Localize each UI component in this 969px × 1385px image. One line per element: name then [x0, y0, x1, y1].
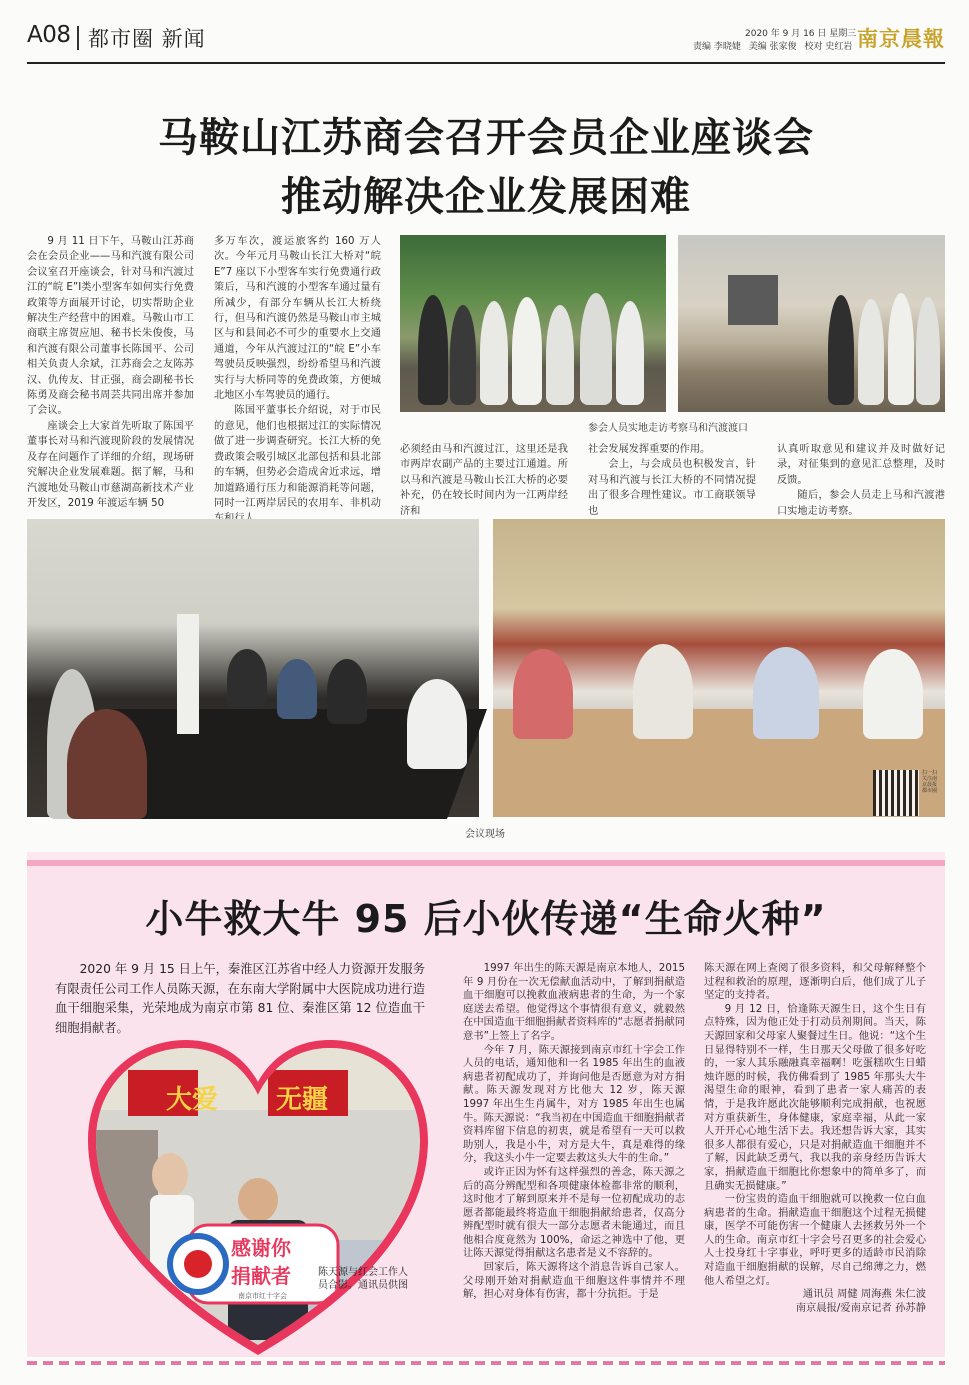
header-rule — [27, 62, 945, 64]
article1-column-1: 9 月 11 日下午，马鞍山江苏商会在会员企业——马和汽渡有限公司会议室召开座谈会，针对马和汽渡过江的“皖 E”Ⅰ类小型客车如何实行免费政策等方面展开讨论，切实帮助企业解决生产经营中的困难。马鞍山市工商联主席贺应旭、秘书长朱俊俊，马和汽渡有限公司董事长陈国平、公司相关负责人余斌，江苏商会之友陈苏汉、仇传友、甘正强，商会副秘书长陈勇及商会秘书周芸共同出席并参加了会议。 座谈会上大家首先听取了陈国平董事长对马和汽渡现阶段的发展情况及存在问题作了详细的介绍，现场研究解决企业发展难题。据了解，马和汽渡地处马鞍山市慈湖高新技术产业开发区，2019 年渡运车辆 50 — [27, 236, 194, 509]
page-number: A08 — [27, 22, 71, 48]
qr-code[interactable] — [873, 770, 919, 816]
article1-column-5: 认真听取意见和建议并及时做好记录，对征集到的意见汇总整理，及时反馈。 随后，参会人员走上马和汽渡港口实地走访考察。 — [777, 444, 945, 517]
banner-left-text: 大爱 — [166, 1085, 219, 1115]
ferry-visit-photo-2 — [678, 235, 945, 412]
proofreader-credit: 校对 史红岩 — [804, 42, 853, 52]
article1-column-2: 多万车次，渡运旅客约 160 万人次。今年元月马鞍山长江大桥对“皖 E”7 座以下小型客车实行免费通行政策后，马和汽渡的小型客车通过量有所减少，有部分车辆从长江大桥绕行，但马和汽渡仍然是马鞍山市主城区与和县间必不可少的重要水上交通通道，今年从汽渡过江的“皖 E”小车驾驶员反映强烈，纷纷希望马和汽渡实行与大桥同等的免费政策，方便城北地区小车驾驶员的通行。 陈国平董事长介绍说，对于市民的意见，他们也根据过江的实际情况做了进一步调查研究。长江大桥的免费政策会吸引城区北部包括和县北部的车辆，但势必会造成舍近求远，增加道路通行压力和能源消耗等问题，同时一江两岸居民的农用车、非机动 — [214, 236, 381, 509]
qr-code-label: 扫一扫 关注南京晨报都市圈 — [922, 770, 938, 794]
article2-column-middle: 1997 年出生的陈天源是南京本地人，2015 年 9 月份在一次无偿献血活动中，了解到捐献造血干细胞可以挽救血液病患者的生命，为一个家庭送去希望。他觉得这个事情很有意义，就毅然在中国造血干细胞捐献者资料库的“志愿者捐献同意书”上签上了名字。 今年 7 月，陈天源接到南京市红十字会工作人员的电话，通知他和一名 1985 年出生的血液病患者初配成功了，并询问他是否愿意为对方捐献。陈天源发现对方比他大 12 岁，陈天源 1997 年出生生肖属牛，对方 1985 年出生也属牛。陈天源说：“我当初在中国造血干细胞捐献者资料库留下信息的初衷，就是希望有一天可以救助别人，我是小牛，对方是大牛，真是难得的缘分，我这头小牛一定要去救这头大牛的生命。” 或许正因为怀有这样强烈的善念，陈天源之后的高分辨配型和各项健康体检都非常的顺利，这时他才了解到原来并不是每一位初配成功的志愿者都能最终将造血干细胞捐献给患者，仅高分辨配型时就有很大一部分志愿者未能通过，而且他相合度竟然为 100%，命运之神选中了他，更让陈天源觉得捐献这名患者是义不容辞的。 回家后，陈天源将这个消息告诉自己家人。父母刚开始对捐献造血干细胞这件事情并不理解，担心对身体有伤害，都十分抗拒。于是 — [463, 962, 685, 1301]
article1-headline-line2: 推动解决企业发展困难 — [281, 174, 691, 220]
header-divider — [77, 26, 79, 50]
article1-column-3: 必须经由马和汽渡过江，这里还是我市两岸农副产品的主要过江通道。所以马和汽渡是马鞍山长江大桥的必要补充，仍在较长时间内为一江两岸经济和 — [400, 444, 568, 517]
byline-reporter: 南京晨报/爱南京记者 孙苏静 — [795, 1301, 926, 1314]
article2-column-right: 陈天源在网上查阅了很多资料，和父母解释整个过程和救治的原理，逐渐明白后，他们成了儿子坚定的支持者。 9 月 12 日，恰逢陈天源生日，这个生日有点特殊，因为他正处于打动员剂期间。当天，陈天源回家和父母家人聚餐过生日。他说：“这个生日显得特别不一样，生日那天父母做了很多好吃的，一家人其乐融融真幸福啊！吃蛋糕吹生日蜡烛许愿的时候，我仿佛看到了 1985 年那头大牛渴望生命的眼神，看到了患者一家人痛苦的表情，于是我许愿此次能够顺利完成捐献，也祝愿对方重获新生，身体健康，家庭幸福，从此一家人开开心心地生活下去。我还想告诉大家，其实很多人都很有爱心，只是对捐献造血干细胞并不了解，因此缺乏勇气，我以我的亲身经历告诉大家，捐献造血干细胞比你想象中的简单多了，而且确实无损健康。” 一份宝贵的造血干细胞就可以挽救一位白血病患者的生命。捐献造血干细胞这个过程无损健康，医学不可能伤害一个健康人去拯救另外一个人的生命。南京市红十字会号召更多的社会爱心人士投身红十字事业，呼吁更多的适龄市民消除对造血干细胞捐献的误解，尽自己绵薄之力，燃他人希望之灯。 通讯员 周健 周海燕 朱仁波 南京晨报/爱南京记者 孙苏静 — [704, 962, 926, 1314]
article1-headline-line1: 马鞍山江苏商会召开会员企业座谈会 — [158, 115, 814, 161]
ferry-photo-caption: 参会人员实地走访考察马和汽渡渡口 — [588, 423, 748, 434]
designer-credit: 美编 张家俊 — [748, 42, 797, 52]
ferry-visit-photo-1 — [400, 235, 666, 412]
thank-sign-line1: 感谢你 — [231, 1236, 291, 1260]
banner-right-text: 无疆 — [276, 1085, 329, 1115]
article2-headline: 小牛救大牛 95 后小伙传递“生命火种” — [145, 897, 827, 941]
thank-sign-org: 南京市红十字会 — [238, 1292, 287, 1300]
newspaper-masthead: 南京晨報 — [857, 26, 945, 51]
donor-photo-caption: 陈天源与红会工作人员合影。通讯员供图 — [318, 1267, 408, 1291]
thank-sign-line2: 捐献者 — [231, 1264, 291, 1288]
article2-lead: 2020 年 9 月 15 日上午，秦淮区江苏省中经人力资源开发服务有限责任公司工作人员陈天源，在东南大学附属中大医院成功进行造血干细胞采集，光荣地成为南京市第 81 位、秦淮区第 12 位造血干细胞捐献者。 — [55, 962, 425, 1035]
byline-correspondents: 通讯员 周健 周海燕 朱仁波 — [802, 1288, 926, 1301]
page-header — [0, 0, 969, 68]
bottom-rule — [27, 1361, 945, 1365]
meeting-photo-caption: 会议现场 — [465, 829, 505, 840]
donor-photo-heart — [88, 1040, 428, 1360]
issue-weekday: 星期三 — [829, 29, 857, 39]
edition-info — [693, 28, 857, 54]
section-title: 都市圈 新闻 — [88, 27, 206, 51]
issue-date: 2020 年 9 月 16 日 — [745, 29, 827, 39]
meeting-photo-left — [27, 519, 479, 817]
editor-credit: 责编 李晓婕 — [693, 42, 741, 52]
article1-column-4: 社会发展发挥重要的作用。 会上，与会成员也积极发言，针对马和汽渡与长江大桥的不同情况提出了很多合理性建议。市工商联领导也 — [588, 444, 756, 517]
